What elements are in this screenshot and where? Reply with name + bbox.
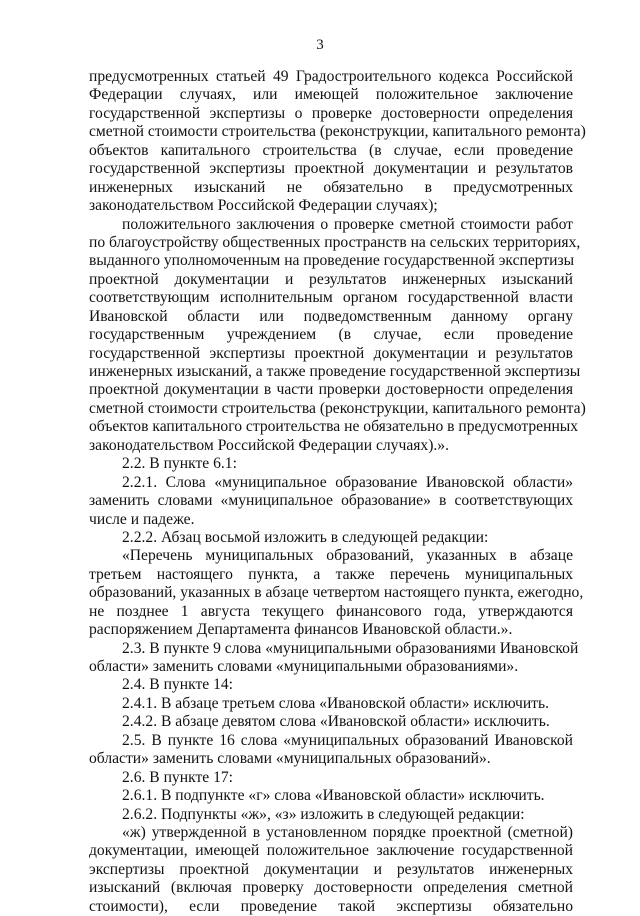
text-line: положительного заключения о проверке сметной стоимости работ: [122, 215, 573, 233]
text-line: объектов капитального строительства не обязательно в предусмотренных: [89, 418, 579, 436]
text-line: 2.4. В пункте 14:: [122, 676, 234, 694]
text-line: инженерных изысканий, а также проведение государственной экспертизы: [89, 363, 581, 380]
text-line: выданного уполномоченным на проведение государственной экспертизы: [89, 252, 575, 270]
text-line: государственным учреждением (в случае, если проведение: [89, 326, 573, 344]
text-line: 2.6. В пункте 17:: [122, 768, 234, 786]
text-line: «ж) утвержденной в установленном порядке проектной (сметной): [122, 823, 573, 841]
text-line: инженерных изысканий не обязательно в предусмотренных: [89, 178, 573, 196]
text-line: 2.4.2. В абзаце девятом слова «Ивановской области» исключить.: [122, 713, 550, 731]
text-line: по благоустройству общественных пространств на сельских территориях,: [89, 233, 581, 251]
page-number: 3: [316, 37, 324, 53]
text-line: третьем настоящего пункта, а также перечень муниципальных: [89, 565, 573, 583]
text-line: образований, указанных в абзаце четвертом настоящего пункта, ежегодно,: [89, 584, 584, 602]
text-line: документации, имеющей положительное заключение государственной: [89, 842, 573, 860]
text-line: распоряжением Департамента финансов Ивановской области.».: [89, 621, 513, 639]
text-line: законодательством Российской Федерации случаях);: [89, 197, 438, 215]
text-line: Ивановской области или подведомственным данному органу: [89, 307, 573, 325]
text-line: предусмотренных статьей 49 Градостроительного кодекса Российской: [89, 68, 573, 85]
text-line: государственной экспертизы проектной документации и результатов: [89, 344, 573, 362]
text-line: стоимости), если проведение такой экспертизы обязательно: [89, 897, 573, 915]
document-body: [89, 68, 586, 916]
text-line: 2.6.2. Подпункты «ж», «з» изложить в следующей редакции:: [122, 805, 525, 823]
text-line: изысканий (включая проверку достоверности определения сметной: [89, 879, 573, 897]
text-line: 2.3. В пункте 9 слова «муниципальными образованиями Ивановской: [122, 639, 579, 657]
text-line: сметной стоимости строительства (реконструкции, капитального ремонта): [89, 399, 586, 417]
text-line: экспертизы проектной документации и результатов инженерных: [89, 860, 573, 878]
text-line: 2.6.1. В подпункте «г» слова «Ивановской области» исключить.: [122, 787, 545, 805]
text-line: 2.2.2. Абзац восьмой изложить в следующей редакции:: [122, 528, 489, 546]
text-line: области» заменить словами «муниципальными образованиями».: [89, 658, 519, 675]
text-line: сметной стоимости строительства (реконструкции, капитального ремонта): [89, 123, 586, 141]
text-line: 2.2.1. Слова «муниципальное образование Ивановской области»: [122, 473, 573, 491]
text-line: 2.5. В пункте 16 слова «муниципальных образований Ивановской: [122, 731, 573, 749]
text-line: проектной документации в части проверки достоверности определения: [89, 381, 573, 399]
text-line: заменить словами «муниципальное образование» в соответствующих: [89, 492, 573, 510]
text-line: государственной экспертизы о проверке достоверности определения: [89, 104, 573, 122]
text-line: области» заменить словами «муниципальных образований».: [89, 750, 491, 768]
text-line: соответствующим исполнительным органом государственной власти: [89, 289, 573, 307]
text-line: не позднее 1 августа текущего финансового года, утверждаются: [89, 602, 573, 620]
text-line: законодательством Российской Федерации случаях).».: [89, 436, 450, 454]
text-line: 2.4.1. В абзаце третьем слова «Ивановской области» исключить.: [122, 694, 550, 712]
text-line: проектной документации и результатов инженерных изысканий: [89, 270, 573, 288]
text-line: «Перечень муниципальных образований, указанных в абзаце: [122, 547, 573, 565]
text-line: Федерации случаях, или имеющей положительное заключение: [89, 86, 573, 104]
text-line: 2.2. В пункте 6.1:: [122, 455, 237, 473]
text-line: числе и падеже.: [89, 510, 195, 528]
text-line: государственной экспертизы проектной документации и результатов: [89, 160, 573, 178]
text-line: объектов капитального строительства (в случае, если проведение: [89, 141, 573, 159]
